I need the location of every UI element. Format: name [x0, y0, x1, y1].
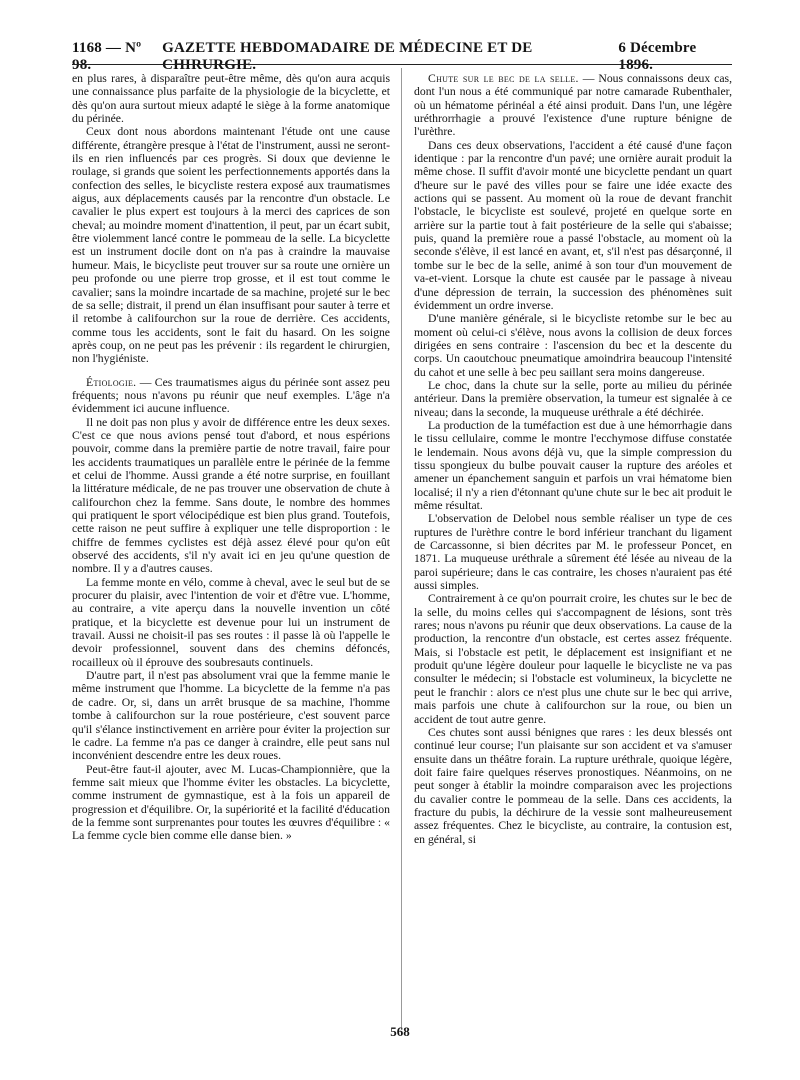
section-paragraph-chute — [414, 72, 732, 139]
section-label-chute: Chute sur le bec de la selle. — [428, 72, 579, 85]
paragraph: Ces chutes sont aussi bénignes que rares : les deux blessés ont continué leur course; l'un plaisante sur son accident et va s'amuser ensuite dans un théâtre forain. La rupture uréthrale, quoique légère, doit faire faire quelques réserves pronostiques. Néanmoins, on ne peut songer à établir la moindre comparaison avec les projections du cavalier contre le pommeau de la selle. Dans ces accidents, la fracture du pubis, la déchirure de la vessie sont malheureusement assez fréquentes. Chez le bicycliste, au contraire, la contusion est, en général, si — [414, 725, 732, 846]
paragraph: La femme monte en vélo, comme à cheval, avec le seul but de se procurer du plaisir, avec l'intention de voir et d'être vue. L'homme, au contraire, a vite aperçu dans la nouvelle invention un côté pratique, et la bicyclette est devenue pour lui un instrument de travail. Aussi ne choisit-il pas ses routes : il passe là où l'appelle le devoir professionnel, souvent dans des chemins défoncés, rocailleux où il éprouve des soubresauts continuels. — [72, 575, 390, 669]
section-label-etiologie: Étiologie. — [86, 375, 137, 389]
right-column — [414, 72, 732, 1034]
left-column — [72, 72, 390, 1034]
paragraph: Il ne doit pas non plus y avoir de différence entre les deux sexes. C'est ce que nous avions pensé tout d'abord, et nous espérions pouvoir, comme dans la première partie de notre travail, faire pour les accidents traumatiques un parallèle entre le périnée de la femme et celui de l'homme. Aussi grande a été notre surprise, en fouillant la littérature médicale, de ne pas trouver une observation de chute à califourchon chez la femme. Sans doute, le nombre des hommes qui pratiquent le sport vélocipédique est bien plus grand. Toutefois, cette raison ne peut suffire à expliquer une telle disproportion : le chiffre de femmes cyclistes est déjà assez élevé pour qu'on eût observé des accidents, s'il n'y avait ici en jeu qu'une question de nombre. Il y a d'autres causes. — [72, 415, 390, 576]
paragraph: La production de la tuméfaction est due à une hémorrhagie dans le tissu cellulaire, comme le montre l'ecchymose diffuse constatée le lendemain. Nous avons déjà vu, que la simple compression du tissu spongieux du bulbe pouvait causer la rupture des aréoles et amener un épanchement sanguin et parfois un vrai hématome bien localisé; il n'y a rien d'étonnant qu'une chute sur le bec ait produit le même résultat. — [414, 418, 732, 512]
paragraph: Dans ces deux observations, l'accident a été causé d'une façon identique : par la rencontre d'un pavé; une ornière aurait produit la même chose. Il suffit d'avoir monté une bicyclette pendant un quart d'heure sur le pavé des villes pour se faire une idée exacte des actions qui se passent. Au moment où la roue de devant franchit l'obstacle, le bicycliste est soulevé, projeté en quelque sorte en arrière sur la partie tout à fait postérieure de la selle qui s'abaisse; puis, quand la première roue a passé l'obstacle, au moment où la seconde s'élève, il est lancé en avant, et, s'il n'est pas désarçonné, il tombe sur le bec de la selle, animé à son tour d'un mouvement de va-et-vient. Lorsque la chute est causée par le passage à niveau d'une dépression de terrain, la succession des phénomènes suit évidemment un ordre inverse. — [414, 138, 732, 312]
issue-date: 6 Décembre 1896. — [618, 40, 697, 73]
paragraph: L'observation de Delobel nous semble réaliser un type de ces ruptures de l'urèthre contre le bord inférieur tranchant du ligament de Carcassonne, si bien décrites par M. le professeur Poncet, en 1871. La muqueuse uréthrale a sûrement été lésée au niveau de la paroi supérieure; dans le cas contraire, les choses n'auraient pas été aussi simples. — [414, 512, 732, 593]
running-head — [72, 40, 732, 73]
paragraph: D'autre part, il n'est pas absolument vrai que la femme manie le même instrument que l'homme. La bicyclette de la femme n'a pas de cadre. Or, si, dans un arrêt brusque de sa machine, l'homme tombe à califourchon sur la roue postérieure, c'est souvent parce qu'il s'élance instinctivement en arrière pour éviter la projection sur le cadre. La femme n'a pas ce danger à craindre, elle peut sans nul inconvénient descendre entre les deux roues. — [72, 669, 390, 763]
paragraph: en plus rares, à disparaître peut-être même, dès qu'on aura acquis une connaissance plus parfaite de la physiologie de la bicyclette, et dès qu'on aura surtout mieux adapté le siège à la forme anatomique du périnée. — [72, 72, 390, 126]
header-rule — [72, 64, 732, 65]
section-paragraph-etiologie — [72, 376, 390, 416]
paragraph: Contrairement à ce qu'on pourrait croire, les chutes sur le bec de la selle, du moins celles qui s'accompagnent de lésions, sont très rares; nous n'avons pu réunir que deux observations. La cause de la production, la rencontre d'un obstacle, est certes assez fréquente. Mais, si l'obstacle est petit, le déplacement est insignifiant et ne produit qu'une légère douleur pour laquelle le bicycliste ne va pas consulter le médecin; si l'obstacle est volumineux, la bicyclette ne peut le franchir : alors ce n'est plus une chute sur le bec qui arrive, mais parfois une chute à califourchon sur la roue, ou bien un accident de tout autre genre. — [414, 592, 732, 726]
journal-title: GAZETTE HEBDOMADAIRE DE MÉDECINE ET DE CHIRURGIE. — [162, 40, 533, 73]
paragraph: Peut-être faut-il ajouter, avec M. Lucas-Championnière, que la femme sait mieux que l'homme éviter les obstacles. La bicyclette, comme instrument de gymnastique, est à la fois un appareil de progression et d'équilibre. Or, la supériorité et la facilité d'éducation de la femme sont surprenantes pour toutes les œuvres d'équilibre : « La femme cycle bien comme elle danse bien. » — [72, 762, 390, 843]
paragraph-text: — Nous connaissons deux cas, dont l'un nous a été communiqué par notre camarade Rubenthaler, où un hématome périnéal a été ainsi produit. Dans l'un, une légère uréthrorrhagie a prouvé l'existence d'une rupture bénigne de l'urèthre. — [414, 72, 732, 139]
paragraph: D'une manière générale, si le bicycliste retombe sur le bec au moment où celui-ci s'élève, nous avons la collision de deux forces dirigées en sens contraire : l'ascension du bec et la descente du corps. Un caoutchouc pneumatique amoindrira beaucoup l'intensité du cahot et une selle à bec peu saillant sera moins dangereuse. — [414, 312, 732, 379]
paragraph: Le choc, dans la chute sur la selle, porte au milieu du périnée antérieur. Dans la première observation, la tumeur est signalée à ce niveau; dans la seconde, la muqueuse uréthrale a été déchirée. — [414, 378, 732, 419]
page-number: 568 — [390, 1024, 410, 1039]
paragraph-text: — Ces traumatismes aigus du périnée sont assez peu fréquents; nous n'avons pu réunir que neuf exemples. L'âge n'a évidemment ici aucune influence. — [72, 375, 390, 416]
column-divider — [401, 68, 402, 1030]
paragraph: Ceux dont nous abordons maintenant l'étude ont une cause différente, étrangère presque à l'état de l'instrument, aussi ne seront-ils en rien influencés par ces progrès. Si doux que devienne le roulage, si grands que soient les perfectionnements apportés dans la confection des selles, le bicycliste restera exposé aux traumatismes aigus, aux déplacements causés par la rencontre d'un obstacle. Le cavalier le plus expert est toujours à la merci des caprices de son cheval; au moindre moment d'inattention, il peut, par un écart subit, être violemment lancé contre le pommeau de la selle. La bicyclette est un instrument docile dont on n'a pas à craindre la mauvaise humeur. Mais, le bicycliste peut trouver sur sa route une ornière un peu profonde ou une pierre trop grosse, et il est tout comme le cavalier; sans la moindre incartade de sa machine, projeté sur le bec de sa selle; distrait, il prend un élan insuffisant pour sauter à terre et il retombe à califourchon sur la roue de derrière. Ces accidents, comme tous les accidents, sont le fait du hasard. On les soigne après coup, on ne peut pas les prévenir : ils regardent le chirurgien, non l'hygiéniste. — [72, 125, 390, 366]
page-left-number: 1168 — Nº 98. — [72, 40, 142, 73]
